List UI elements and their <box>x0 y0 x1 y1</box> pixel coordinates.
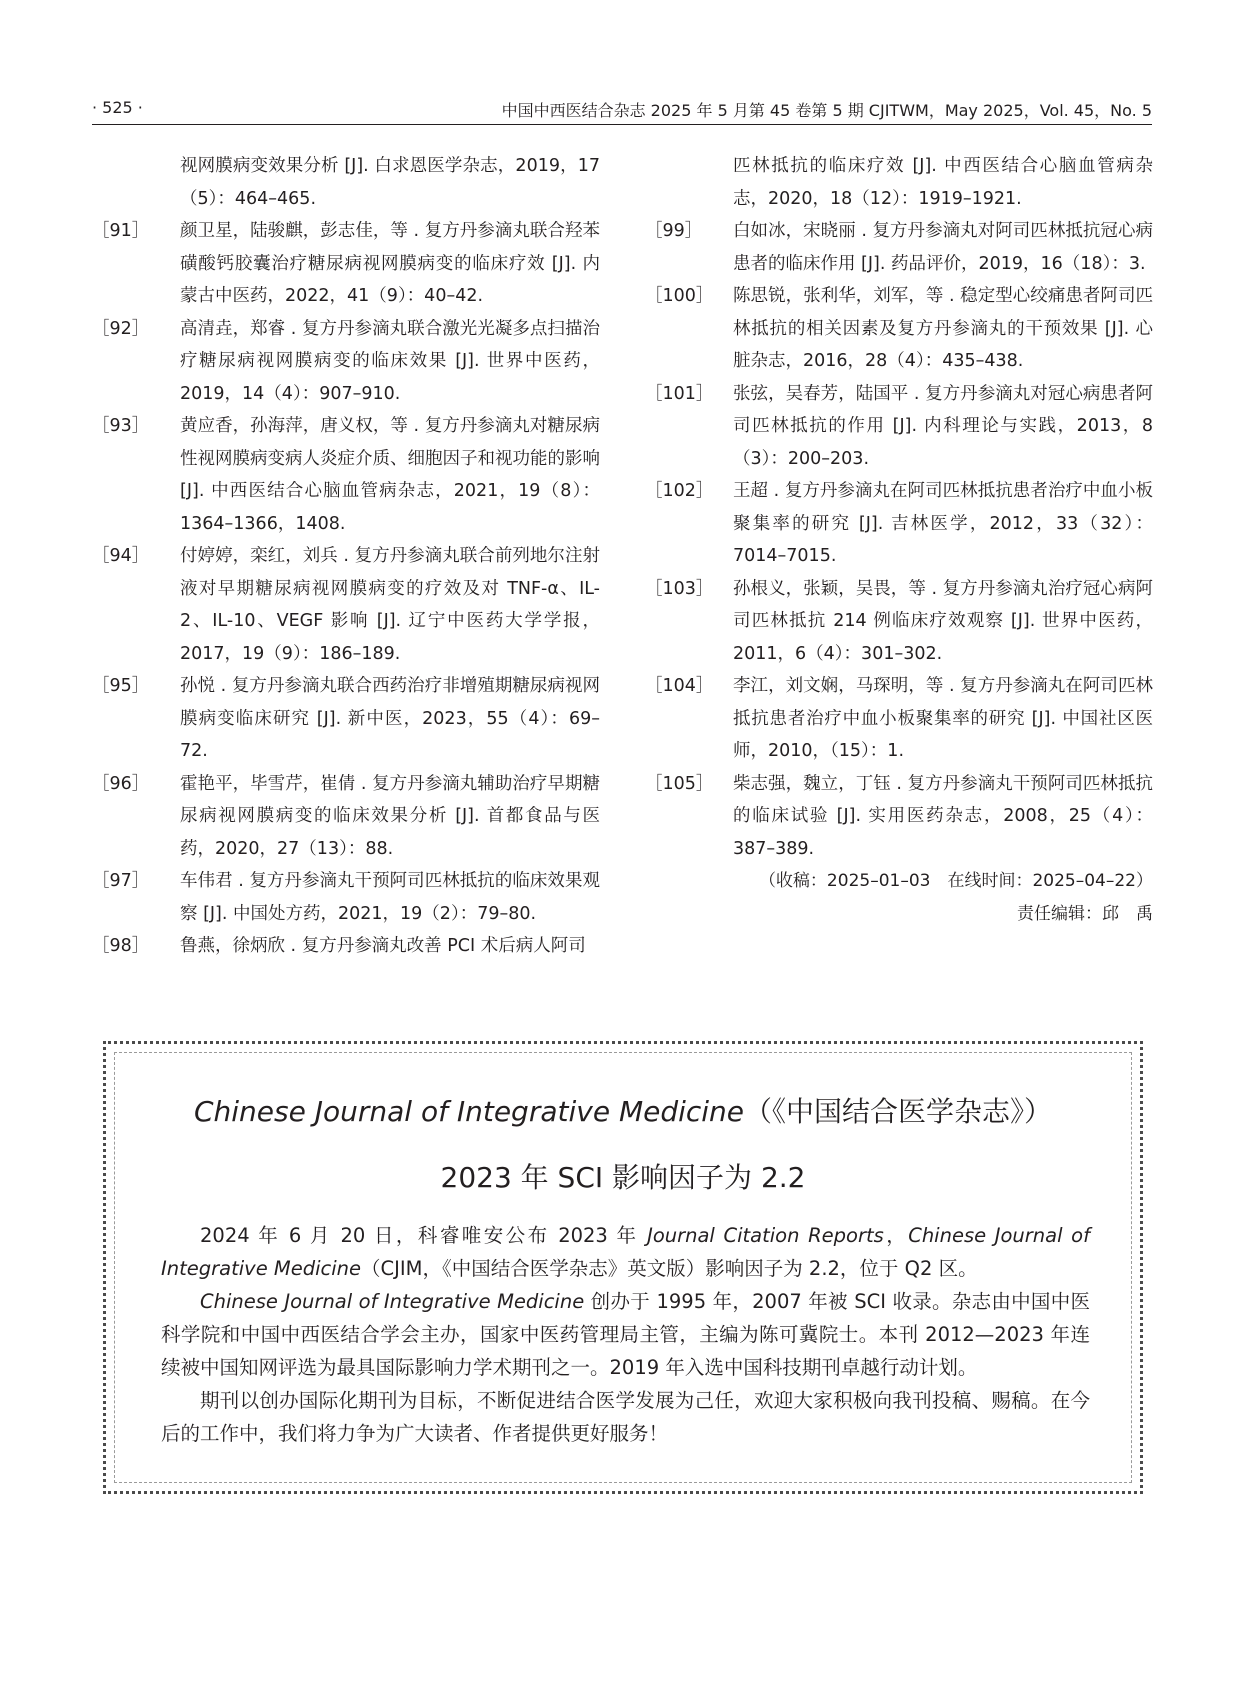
reference-number: ［96］ <box>92 773 150 794</box>
notice-title <box>106 1090 1140 1130</box>
received-date: （收稿：2025–01–03 在线时间：2025–04–22） <box>758 871 1153 891</box>
page-header <box>92 96 1152 124</box>
reference-text: 付婷婷，栾红，刘兵 . 复方丹参滴丸联合前列地尔注射液对早期糖尿病视网膜病变的疗效及对 TNF-α、IL-2、IL-10、VEGF 影响 [J]. 辽宁中医药大学学报，2017，19（9）：186–189. <box>180 546 600 664</box>
reference-item <box>645 670 1153 768</box>
notice-body <box>161 1219 1090 1450</box>
reference-text: 孙根义，张颖，吴畏，等 . 复方丹参滴丸治疗冠心病阿司匹林抵抗 214 例临床疗效观察 [J]. 世界中医药，2011，6（4）：301–302. <box>733 578 1153 664</box>
notice-paragraph <box>161 1219 1090 1285</box>
reference-number: ［97］ <box>92 871 150 891</box>
notice-title-en: Chinese Journal of Integrative Medicine <box>193 1095 745 1128</box>
reference-item <box>645 573 1153 671</box>
reference-text: 孙悦 . 复方丹参滴丸联合西药治疗非增殖期糖尿病视网膜病变临床研究 [J]. 新中医，2023，55（4）：69–72. <box>180 676 600 761</box>
reference-item <box>92 670 600 768</box>
reference-number: ［104］ <box>645 676 714 696</box>
reference-item <box>92 768 600 866</box>
reference-item <box>92 215 600 313</box>
reference-number: ［99］ <box>645 221 703 241</box>
reference-item <box>92 410 600 540</box>
reference-text: 王超 . 复方丹参滴丸在阿司匹林抵抗患者治疗中血小板聚集率的研究 [J]. 吉林医学，2012，33（32）：7014–7015. <box>733 481 1153 566</box>
header-rule <box>92 124 1152 125</box>
reference-number: ［102］ <box>645 481 714 501</box>
notice-italic-text: Journal Citation Reports <box>647 1224 884 1247</box>
reference-number: ［91］ <box>92 221 150 241</box>
references-right-column <box>645 150 1153 930</box>
notice-title-cn: （《中国结合医学杂志》） <box>744 1095 1053 1128</box>
notice-subtitle: 2023 年 SCI 影响因子为 2.2 <box>440 1161 806 1194</box>
reference-item <box>645 215 1153 280</box>
notice-italic-text: Chinese Journal of Integrative Medicine <box>161 1224 1090 1280</box>
reference-text: 鲁燕，徐炳欣 . 复方丹参滴丸改善 PCI 术后病人阿司 <box>180 936 586 956</box>
reference-text: 陈思锐，张利华，刘军，等 . 稳定型心绞痛患者阿司匹林抵抗的相关因素及复方丹参滴丸的干预效果 [J]. 心脏杂志，2016，28（4）：435–438. <box>733 286 1153 371</box>
reference-item <box>645 378 1153 476</box>
reference-text: 张弦，吴春芳，陆国平 . 复方丹参滴丸对冠心病患者阿司匹林抵抗的作用 [J]. 内科理论与实践，2013，8（3）：200–203. <box>733 383 1153 469</box>
notice-text: （CJIM，《中国结合医学杂志》英文版）影响因子为 2.2，位于 Q2 区。 <box>361 1257 978 1280</box>
journal-notice-box <box>103 1041 1143 1494</box>
reference-number: ［93］ <box>92 416 150 436</box>
page-number: · 525 · <box>92 98 143 117</box>
reference-number: ［100］ <box>645 286 714 306</box>
reference-text: 白如冰，宋晓丽 . 复方丹参滴丸对阿司匹林抵抗冠心病患者的临床作用 [J]. 药品评价，2019，16（18）：3. <box>733 221 1153 274</box>
reference-item <box>645 280 1153 378</box>
reference-text: 车伟君 . 复方丹参滴丸干预阿司匹林抵抗的临床效果观察 [J]. 中国处方药，2021，19（2）：79–80. <box>180 871 600 924</box>
notice-text: 创办于 1995 年，2007 年被 SCI 收录。杂志由中国中医科学院和中国中西医结合学会主办，国家中医药管理局主管，主编为陈可冀院士。本刊 2012—2023 年连续被中国知网评选为最具国际影响力学术期刊之一。2019 年入选中国科技期刊卓越行动计划。 <box>161 1290 1090 1379</box>
reference-number: ［94］ <box>92 546 150 566</box>
notice-text: 2024 年 6 月 20 日，科睿唯安公布 2023 年 <box>200 1224 648 1247</box>
notice-paragraph: 期刊以创办国际化期刊为目标，不断促进结合医学发展为己任，欢迎大家积极向我刊投稿、赐稿。在今后的工作中，我们将力争为广大读者、作者提供更好服务！ <box>161 1389 1090 1445</box>
reference-number: ［95］ <box>92 676 150 696</box>
reference-item <box>92 540 600 670</box>
responsible-editor: 责任编辑：邱 禹 <box>1017 903 1153 924</box>
notice-text: ， <box>883 1224 909 1247</box>
reference-item <box>92 865 600 930</box>
reference-number: ［101］ <box>645 383 714 404</box>
reference-text: 柴志强，魏立，丁钰 . 复方丹参滴丸干预阿司匹林抵抗的临床试验 [J]. 实用医药杂志，2008，25（4）：387–389. <box>733 773 1153 859</box>
reference-text: 颜卫星，陆骏麒，彭志佳，等 . 复方丹参滴丸联合羟苯磺酸钙胶囊治疗糖尿病视网膜病变的临床疗效 [J]. 内蒙古中医药，2022，41（9）：40–42. <box>180 221 600 306</box>
reference-continuation: 视网膜病变效果分析 [J]. 白求恩医学杂志，2019，17（5）：464–465. <box>180 156 600 209</box>
reference-number: ［92］ <box>92 318 150 339</box>
reference-text: 高清垚，郑睿 . 复方丹参滴丸联合激光光凝多点扫描治疗糖尿病视网膜病变的临床效果 [J]. 世界中医药，2019，14（4）：907–910. <box>180 318 600 404</box>
reference-item <box>92 313 600 411</box>
reference-item <box>92 930 600 963</box>
notice-italic-text: Chinese Journal of Integrative Medicine <box>200 1290 585 1313</box>
reference-item <box>645 768 1153 866</box>
reference-number: ［98］ <box>92 936 150 956</box>
reference-number: ［105］ <box>645 773 714 794</box>
references-left-column <box>92 150 600 963</box>
reference-text: 黄应香，孙海萍，唐义权，等 . 复方丹参滴丸对糖尿病性视网膜病变病人炎症介质、细胞因子和视功能的影响 [J]. 中西医结合心脑血管病杂志，2021，19（8）：1364–1366，1408. <box>180 416 600 534</box>
reference-number: ［103］ <box>645 578 714 599</box>
journal-citation-line: 中国中西医结合杂志 2025 年 5 月第 45 卷第 5 期 CJITWM，May 2025，Vol. 45，No. 5 <box>501 101 1152 120</box>
reference-continuation: 匹林抵抗的临床疗效 [J]. 中西医结合心脑血管病杂志，2020，18（12）：1919–1921. <box>733 156 1153 209</box>
notice-paragraph <box>161 1285 1090 1384</box>
reference-item <box>645 475 1153 573</box>
reference-text: 霍艳平，毕雪芹，崔倩 . 复方丹参滴丸辅助治疗早期糖尿病视网膜病变的临床效果分析 [J]. 首都食品与医药，2020，27（13）：88. <box>180 773 600 859</box>
reference-text: 李江，刘文娴，马琛明，等 . 复方丹参滴丸在阿司匹林抵抗患者治疗中血小板聚集率的研究 [J]. 中国社区医师，2010，（15）：1. <box>733 676 1153 761</box>
